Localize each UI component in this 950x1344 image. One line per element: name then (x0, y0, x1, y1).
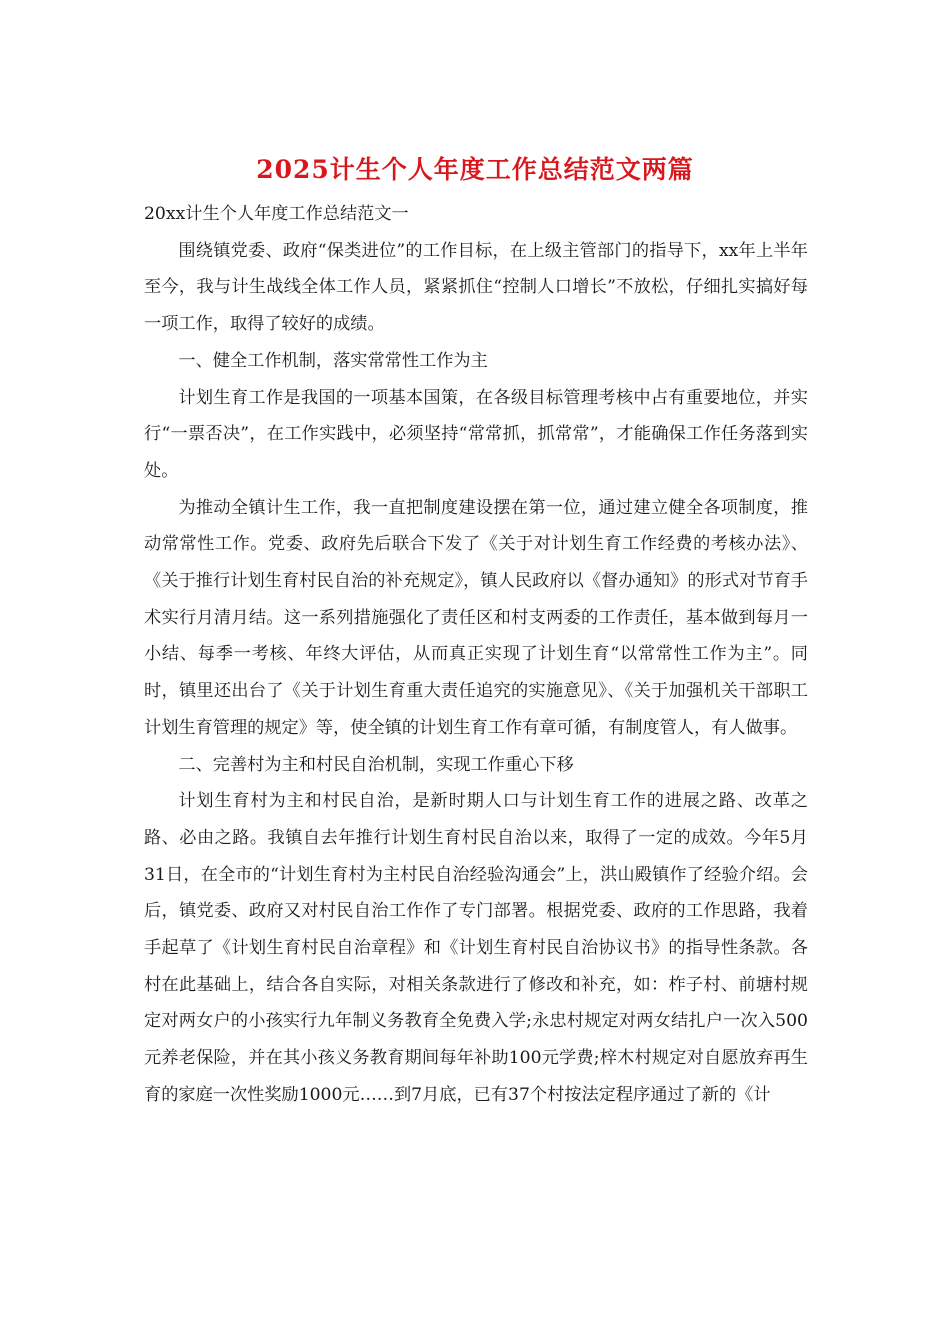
document-body (144, 196, 808, 1114)
paragraph-intro: 围绕镇党委、政府“保类进位”的工作目标，在上级主管部门的指导下，xx年上半年至今，我与计生战线全体工作人员，紧紧抓住“控制人口增长”不放松，仔细扎实搞好每一项工作，取得了较好的成绩。 (144, 240, 808, 335)
paragraph-1: 计划生育工作是我国的一项基本国策，在各级目标管理考核中占有重要地位，并实行“一票否决”，在工作实践中，必须坚持“常常抓，抓常常”，才能确保工作任务落到实处。 (144, 387, 808, 481)
section-subtitle: 20xx计生个人年度工作总结范文一 (144, 204, 409, 224)
paragraph-3: 计划生育村为主和村民自治，是新时期人口与计划生育工作的进展之路、改革之路、必由之路。我镇自去年推行计划生育村民自治以来，取得了一定的成效。今年5月31日，在全市的“计划生育村为主村民自治经验沟通会”上，洪山殿镇作了经验介绍。会后，镇党委、政府又对村民自治工作作了专门部署。根据党委、政府的工作思路，我着手起草了《计划生育村民自治章程》和《计划生育村民自治协议书》的指导性条款。各村在此基础上，结合各自实际，对相关条款进行了修改和补充，如：柞子村、前塘村规定对两女户的小孩实行九年制义务教育全免费入学;永忠村规定对两女结扎户一次入500元养老保险，并在其小孩义务教育期间每年补助100元学费;梓木村规定对自愿放弃再生育的家庭一次性奖励1000元……到7月底，已有37个村按法定程序通过了新的《计 (144, 791, 808, 1105)
section-heading-2: 二、完善村为主和村民自治机制，实现工作重心下移 (178, 754, 574, 775)
paragraph-2: 为推动全镇计生工作，我一直把制度建设摆在第一位，通过建立健全各项制度，推动常常性工作。党委、政府先后联合下发了《关于对计划生育工作经费的考核办法》、《关于推行计划生育村民自治的补充规定》，镇人民政府以《督办通知》的形式对节育手术实行月清月结。这一系列措施强化了责任区和村支两委的工作责任，基本做到每月一小结、每季一考核、年终大评估，从而真正实现了计划生育“以常常性工作为主”。同时，镇里还出台了《关于计划生育重大责任追究的实施意见》、《关于加强机关干部职工计划生育管理的规定》等，使全镇的计划生育工作有章可循，有制度管人，有人做事。 (144, 497, 808, 738)
section-heading-1: 一、健全工作机制，落实常常性工作为主 (178, 350, 488, 371)
document-title: 2025计生个人年度工作总结范文两篇 (256, 155, 694, 184)
